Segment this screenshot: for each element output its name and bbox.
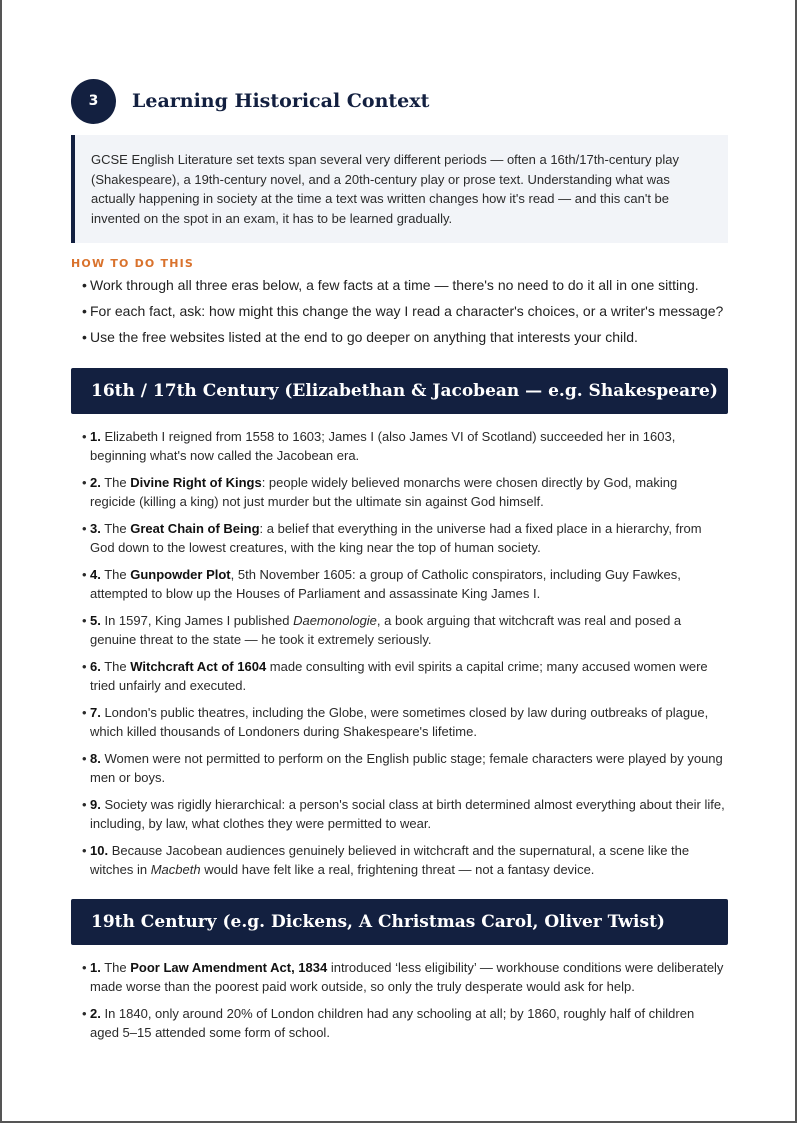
fact-text: Elizabeth I reigned from 1558 to 1603; James I (also James VI of Scotland) succeeded her in 1603, beginning what's now called the Jacobean era. [90, 429, 676, 463]
era-facts-list [71, 427, 728, 879]
fact-number: 5. [90, 613, 101, 628]
howto-item: • For each fact, ask: how might this change the way I read a character's choices, or a writer's message? [71, 302, 728, 321]
fact-text: The [100, 475, 131, 490]
fact-text: , 5th November 1605: a group of Catholic conspirators, including Guy Fawkes, attempted to blow up the Houses of Parliament and assassinate King James I. [90, 567, 681, 601]
fact-number: 1. [90, 429, 101, 444]
fact-text: made consulting with evil spirits a capital crime; many accused women were tried unfairly and executed. [90, 659, 708, 693]
fact-item [71, 565, 728, 603]
fact-text: Women were not permitted to perform on the English public stage; female characters were played by young men or boys. [90, 751, 723, 785]
fact-number: 2. [90, 1006, 101, 1021]
howto-label: HOW TO DO THIS [71, 257, 195, 270]
howto-item: • Work through all three eras below, a few facts at a time — there's no need to do it all in one sitting. [71, 276, 728, 295]
fact-key-term: Witchcraft Act of 1604 [130, 659, 267, 674]
fact-text: would have felt like a real, frightening threat — not a fantasy device. [200, 862, 595, 877]
fact-key-term: Divine Right of Kings [130, 475, 262, 490]
fact-text: In 1597, King James I published [100, 613, 294, 628]
fact-item [71, 427, 728, 465]
fact-text: : people widely believed monarchs were chosen directly by God, making regicide (killing a king) not just murder but the ultimate sin against God himself. [90, 475, 678, 509]
fact-number: 4. [90, 567, 101, 582]
section-header [71, 79, 728, 123]
fact-text: The [100, 960, 131, 975]
fact-title-italic: Daemonologie [293, 613, 377, 628]
fact-text: The [100, 567, 131, 582]
fact-text: Because Jacobean audiences genuinely believed in witchcraft and the supernatural, a scene like the witches in [90, 843, 690, 877]
fact-key-term: Gunpowder Plot [130, 567, 231, 582]
howto-item: • Use the free websites listed at the end to go deeper on anything that interests your child. [71, 328, 728, 347]
fact-item [71, 841, 728, 879]
fact-item [71, 519, 728, 557]
fact-number: 3. [90, 521, 101, 536]
fact-key-term: Poor Law Amendment Act, 1834 [130, 960, 328, 975]
fact-text: : a belief that everything in the universe had a fixed place in a hierarchy, from God down to the lowest creatures, with the king near the top of human society. [90, 521, 702, 555]
fact-text: The [100, 659, 131, 674]
fact-number: 10. [90, 843, 109, 858]
section-number-badge: 3 [71, 79, 116, 124]
fact-number: 9. [90, 797, 101, 812]
fact-item [71, 703, 728, 741]
fact-number: 1. [90, 960, 101, 975]
era-banner-elizabethan: 16th / 17th Century (Elizabethan & Jacobean — e.g. Shakespeare) [71, 368, 728, 414]
fact-number: 8. [90, 751, 101, 766]
era-facts-list [71, 958, 728, 1042]
fact-text: introduced ‘less eligibility’ — workhouse conditions were deliberately made worse than the poorest paid work outside, so only the truly desperate would ask for help. [90, 960, 724, 994]
section-title: Learning Historical Context [132, 90, 430, 112]
intro-callout: GCSE English Literature set texts span several very different periods — often a 16th/17th-century play (Shakespeare), a 19th-century novel, and a 20th-century play or prose text. Understanding what was actually happening in society at the time a text was written changes how it's read — and this can't be invented on the spot in an exam, it has to be learned gradually. [71, 135, 728, 243]
fact-item [71, 1004, 728, 1042]
fact-item [71, 473, 728, 511]
howto-list [71, 276, 728, 347]
page-content [71, 79, 728, 1050]
fact-item [71, 611, 728, 649]
fact-text: In 1840, only around 20% of London children had any schooling at all; by 1860, roughly half of children aged 5–15 attended some form of school. [90, 1006, 695, 1040]
fact-text: , a book arguing that witchcraft was real and posed a genuine threat to the state — he took it extremely seriously. [90, 613, 682, 647]
fact-item [71, 657, 728, 695]
fact-title-italic: Macbeth [150, 862, 201, 877]
fact-text: The [100, 521, 131, 536]
fact-item [71, 958, 728, 996]
fact-key-term: Great Chain of Being [130, 521, 260, 536]
fact-item [71, 795, 728, 833]
era-banner-19th-century: 19th Century (e.g. Dickens, A Christmas Carol, Oliver Twist) [71, 899, 728, 945]
fact-number: 6. [90, 659, 101, 674]
fact-text: London's public theatres, including the Globe, were sometimes closed by law during outbreaks of plague, which killed thousands of Londoners during Shakespeare's lifetime. [90, 705, 709, 739]
fact-text: Society was rigidly hierarchical: a person's social class at birth determined almost everything about their life, including, by law, what clothes they were permitted to wear. [90, 797, 725, 831]
fact-number: 2. [90, 475, 101, 490]
fact-number: 7. [90, 705, 101, 720]
fact-item [71, 749, 728, 787]
